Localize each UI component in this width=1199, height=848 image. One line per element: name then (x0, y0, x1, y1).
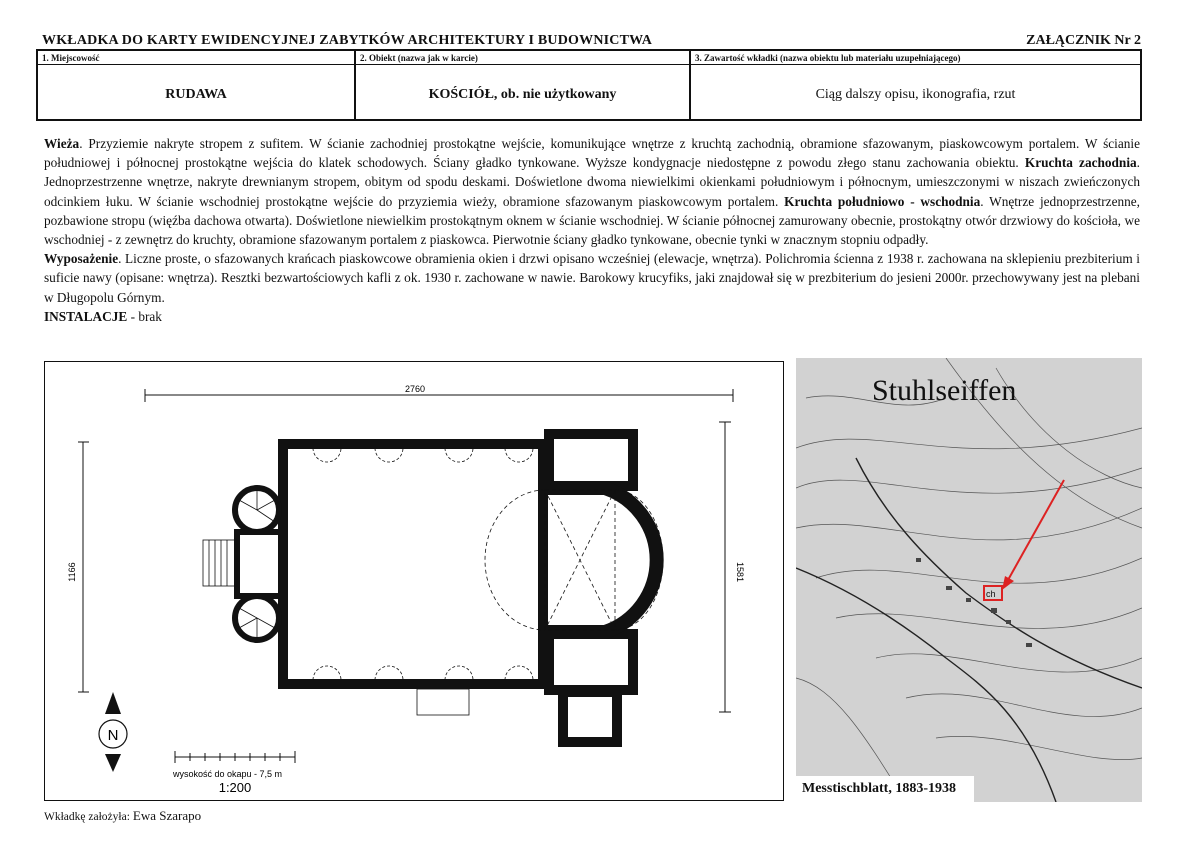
field-object (356, 51, 691, 119)
installations-text: - brak (127, 308, 162, 324)
nave-walls (283, 444, 543, 684)
tower-heading: Wieża (44, 136, 80, 151)
dimension-right-label: 1581 (735, 561, 745, 583)
scale-note: wysokość do okapu - 7,5 m (173, 769, 283, 779)
footer-author-name: Ewa Szarapo (132, 808, 202, 823)
map-caption: Messtischblatt, 1883-1938 (796, 776, 974, 802)
field-location-label: 1. Miejscowość (38, 51, 354, 65)
document-title: WKŁADKA DO KARTY EWIDENCYJNEJ ZABYTKÓW ARCHITEKTURY I BUDOWNICTWA (42, 33, 653, 48)
tower-paragraph (44, 134, 1140, 249)
installations-paragraph (44, 307, 1140, 326)
header-fields-table (36, 49, 1142, 121)
footer-label: Wkładkę założyła: (44, 811, 130, 823)
footer-author (44, 808, 201, 824)
se-porch-walls (549, 634, 633, 690)
tower-block (549, 434, 633, 486)
map-marker-label: ch (986, 589, 996, 599)
east-annex-walls (563, 692, 617, 742)
equipment-paragraph (44, 249, 1140, 307)
north-arrow-tail-icon (105, 754, 121, 772)
field-location (38, 51, 356, 119)
field-contents-value: Ciąg dalszy opisu, ikonografia, rzut (815, 87, 1016, 102)
equipment-text: . Liczne proste, o sfazowanych krańcach piaskowcowe obramienia okien i drzwi opisano wcześniej (elewacje, wnętrza). Polichromia ścienna z 1938 r. zachowana na sklepieniu prezbiterium i suficie nawy (opisane: wnętrza). Resztki bezwartościowych kafli z ok. 1930 r. zachowane w nawie. Barokowy krucyfiks, jaki znajdował się w prezbiterium do jesieni 2000r. przechowywany jest na plebani w Długopolu Górnym. (44, 251, 1140, 305)
field-object-label: 2. Obiekt (nazwa jak w karcie) (356, 51, 689, 65)
dimension-width-label: 2760 (404, 384, 426, 394)
apse-walls (543, 488, 657, 632)
installations-heading: INSTALACJE (44, 308, 128, 324)
entrance-steps (203, 540, 237, 586)
north-arrow-icon (105, 692, 121, 714)
annex-number: ZAŁĄCZNIK Nr 2 (1026, 33, 1141, 48)
west-porch-walls (237, 532, 283, 596)
description-text (44, 134, 1140, 326)
se-porch-heading: Kruchta południowo - wschodnia (784, 193, 981, 209)
window-niches (313, 448, 533, 680)
west-porch-heading: Kruchta zachodnia (1024, 155, 1137, 171)
field-object-value: KOŚCIÓŁ, ob. nie użytkowany (428, 87, 617, 102)
scale-ratio: 1:200 (218, 780, 252, 795)
north-label: N (107, 727, 119, 744)
south-porch-step (417, 689, 469, 715)
map-svg (796, 358, 1142, 802)
equipment-heading: Wyposażenie (44, 251, 119, 267)
field-contents (691, 51, 1140, 119)
dimension-left-label: 1166 (67, 562, 77, 582)
se-porch-text: . Wnętrze jednoprzestrzenne, pozbawione stropu (więźba dachowa otwarta). Doświetlone niewielkim prostokątnym oknem w ścianie wschodniej. W ścianie północnej zamurowany obecnie, prostokątny otwór drzwiowy do kościoła, we wschodniej - z zewnętrz do kruchty, obramione sfazowanym portalem z piaskowca. Pierwotnie ściany gładko tynkowane, obecnie tynki w znacznym stopniu odpadły. (44, 193, 1140, 248)
scale-bar (175, 751, 295, 763)
tower-text: . Przyziemie nakryte stropem z sufitem. W ścianie zachodniej prostokątne wejście, komunikujące wnętrze z kruchtą zachodnią, obramione sfazowanym, piaskowcowym portalem. W ścianie południowej i północnej prostokątne wejścia do klatek schodowych. Ściany gładko tynkowane. Wyższe kondygnacje niedostępne z powodu złego stanu zachowania obiektu. (44, 136, 1140, 171)
floor-plan-drawing (44, 361, 784, 801)
field-contents-label: 3. Zawartość wkładki (nazwa obiektu lub materiału uzupełniającego) (691, 51, 1140, 65)
map-place-label: Stuhlseiffen (872, 374, 1017, 407)
floor-plan-svg (45, 362, 785, 802)
west-porch-text: . Jednoprzestrzenne wnętrze, nakryte drewnianym stropem, obitym od spodu deskami. Doświetlone dwoma niewielkimi okienkami południowym i północnym, umieszczonymi w niszach zwieńczonych odcinkiem łuku. W ścianie wschodniej prostokątne wejście do przyziemia wieży, obramione sfazowanym piaskowcowym portalem. (44, 155, 1140, 209)
field-location-value: RUDAWA (165, 87, 227, 102)
historical-map (796, 358, 1142, 802)
